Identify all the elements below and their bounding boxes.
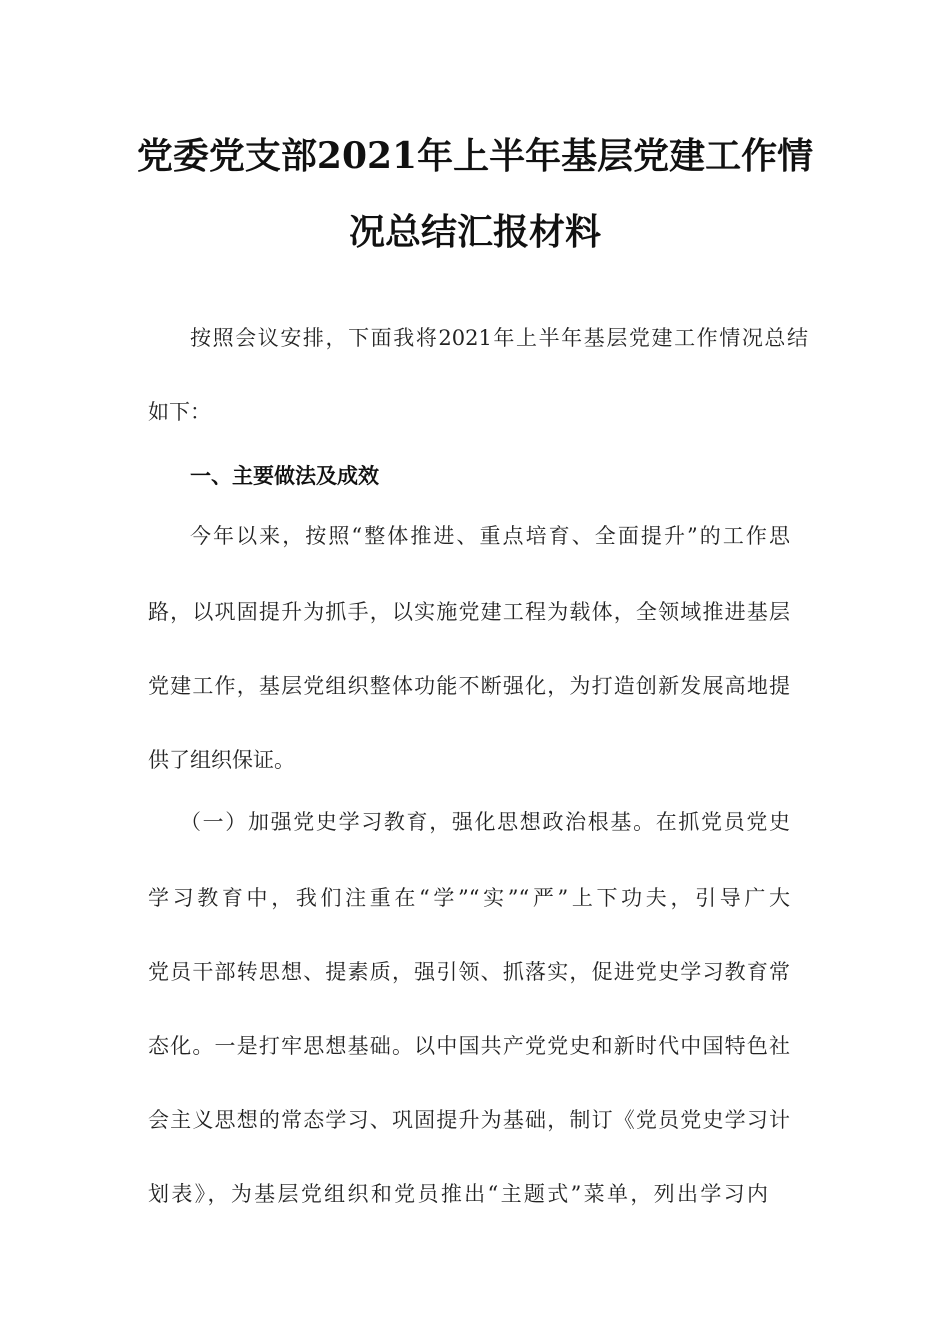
document-title-line-2: 况总结汇报材料 — [348, 211, 601, 253]
para1-line-2: 路，以巩固提升为抓手，以实施党建工程为载体，全领域推进基层 — [148, 600, 790, 624]
section-heading: 一、主要做法及成效 — [190, 464, 379, 488]
para2-line-2: 学习教育中，我们注重在“学”“实”“严”上下功夫，引导广大 — [148, 886, 790, 910]
para2-line-6: 划表》，为基层党组织和党员推出“主题式”菜单，列出学习内 — [148, 1182, 768, 1206]
para2-line-5: 会主义思想的常态学习、巩固提升为基础，制订《党员党史学习计 — [148, 1108, 790, 1132]
para2-line-4: 态化。一是打牢思想基础。以中国共产党党史和新时代中国特色社 — [148, 1034, 790, 1058]
intro-line-2: 如下： — [148, 400, 211, 424]
para1-line-4: 供了组织保证。 — [148, 748, 295, 772]
para1-line-3: 党建工作，基层党组织整体功能不断强化，为打造创新发展高地提 — [148, 674, 790, 698]
para2-line-1: （一）加强党史学习教育，强化思想政治根基。在抓党员党史 — [180, 810, 790, 834]
document-title-line-1: 党委党支部2021年上半年基层党建工作情 — [136, 135, 814, 177]
para1-line-1: 今年以来，按照“整体推进、重点培育、全面提升”的工作思 — [190, 524, 790, 548]
para2-line-3: 党员干部转思想、提素质，强引领、抓落实，促进党史学习教育常 — [148, 960, 790, 984]
intro-line-1: 按照会议安排，下面我将2021年上半年基层党建工作情况总结 — [190, 326, 808, 350]
